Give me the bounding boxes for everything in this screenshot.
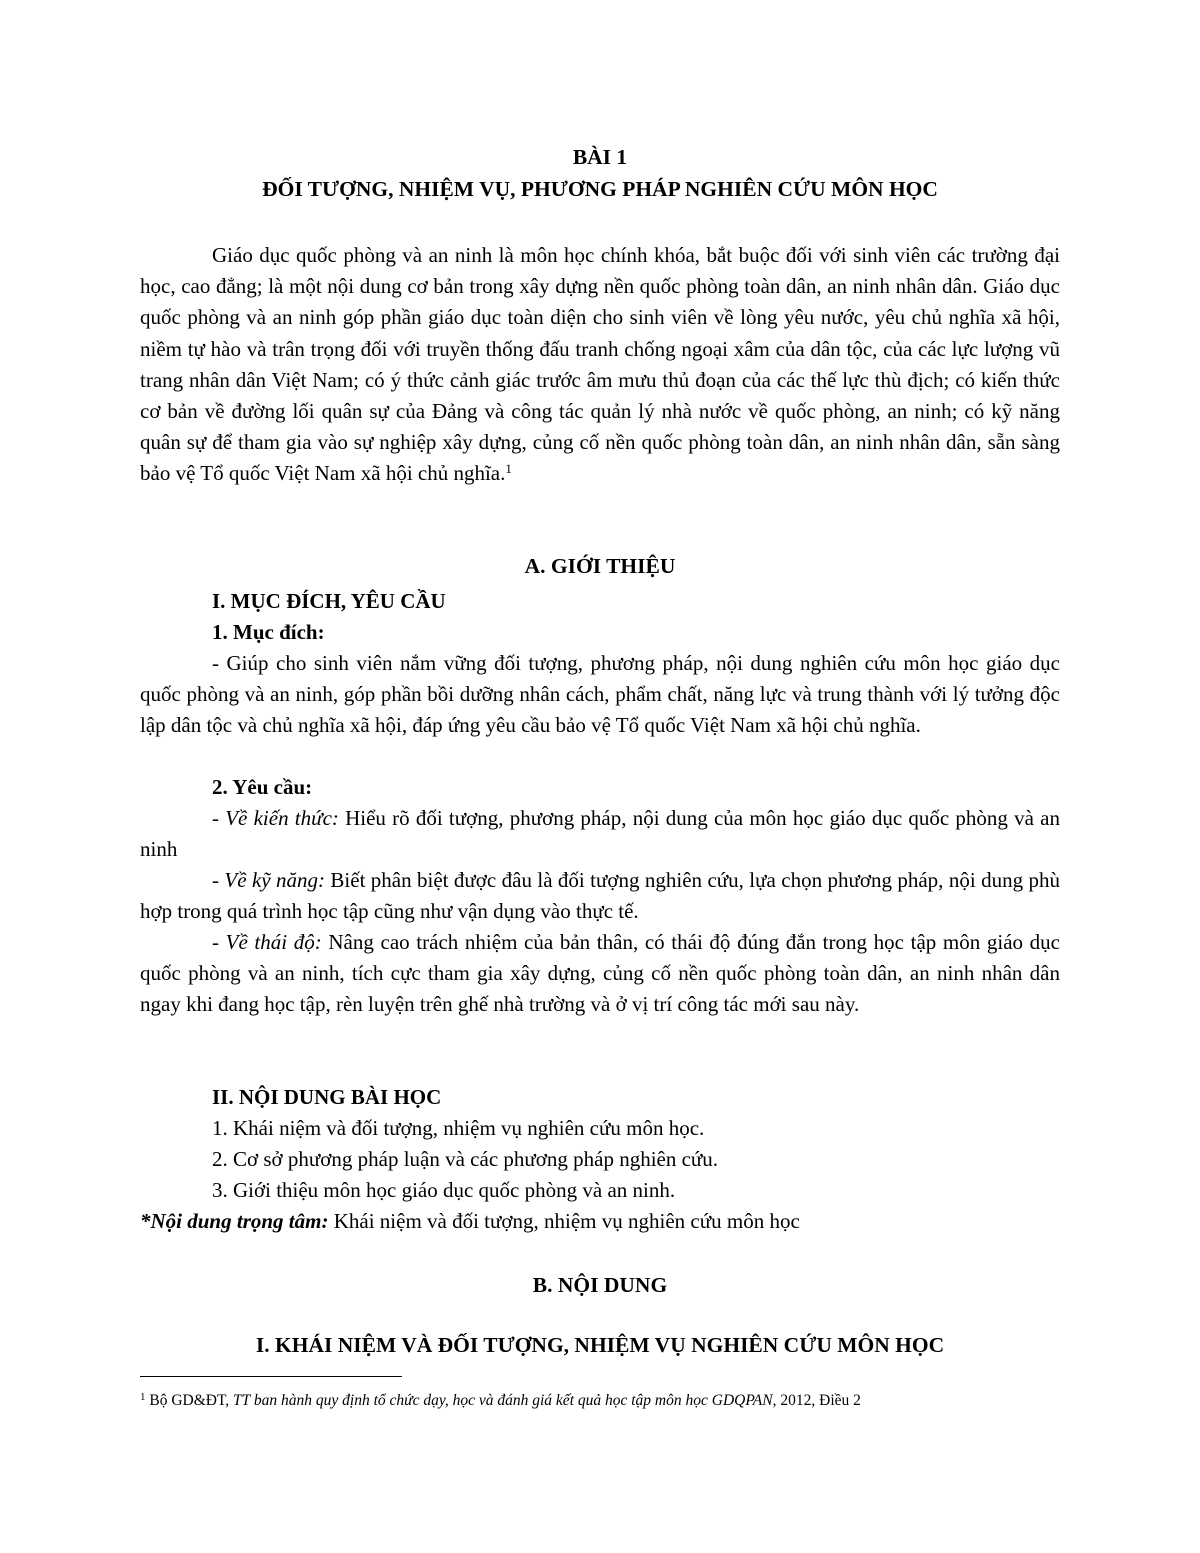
requirement-label: Về thái độ: [225,930,322,954]
footnote-suffix: , 2012, Điều 2 [772,1392,861,1409]
footnote-ref: 1 [505,461,512,477]
intro-paragraph [140,240,1060,490]
requirement-text: Biết phân biệt được đâu là đối tượng nghiên cứu, lựa chọn phương pháp, nội dung phù hợp trong quá trình học tập cũng như vận dụng vào thực tế. [140,868,1060,924]
section-b-heading: B. NỘI DUNG [532,1273,668,1297]
requirement-dash: - [212,806,226,830]
requirement-dash: - [212,868,225,892]
requirement-label: Về kiến thức: [225,806,339,830]
intro-text: Giáo dục quốc phòng và an ninh là môn học chính khóa, bắt buộc đối với sinh viên các trường đại học, cao đẳng; là một nội dung cơ bản trong xây dựng nền quốc phòng toàn dân, an ninh nhân dân. Giáo dục quốc phòng và an ninh góp phần giáo dục toàn diện cho sinh viên về lòng yêu nước, yêu chủ nghĩa xã hội, niềm tự hào và trân trọng đối với truyền thống đấu tranh chống ngoại xâm của dân tộc, của các lực lượng vũ trang nhân dân Việt Nam; có ý thức cảnh giác trước âm mưu thủ đoạn của các thế lực thù địch; có kiến thức cơ bản về đường lối quân sự của Đảng và công tác quản lý nhà nước về quốc phòng, an ninh; có kỹ năng quân sự để tham gia vào sự nghiệp xây dựng, củng cố nền quốc phòng toàn dân, an ninh nhân dân, sẵn sàng bảo vệ Tổ quốc Việt Nam xã hội chủ nghĩa. [140,243,1060,486]
footnote-separator [140,1376,402,1377]
lesson-title: ĐỐI TƯỢNG, NHIỆM VỤ, PHƯƠNG PHÁP NGHIÊN CỨU MÔN HỌC [262,177,938,201]
requirement-knowledge [140,803,1060,865]
content-item: 2. Cơ sở phương pháp luận và các phương pháp nghiên cứu. [212,1147,719,1171]
lesson-number: BÀI 1 [572,145,628,169]
lesson-content-heading: II. NỘI DUNG BÀI HỌC [212,1085,442,1109]
key-content-line [140,1206,1060,1237]
purpose-requirements-heading: I. MỤC ĐÍCH, YÊU CẦU [212,589,446,613]
section-b-sub-heading: I. KHÁI NIỆM VÀ ĐỐI TƯỢNG, NHIỆM VỤ NGHIÊN CỨU MÔN HỌC [255,1333,945,1357]
purpose-text: - Giúp cho sinh viên nắm vững đối tượng, phương pháp, nội dung nghiên cứu môn học giáo dục quốc phòng và an ninh, góp phần bồi dưỡng nhân cách, phẩm chất, năng lực và trung thành với lý tưởng độc lập dân tộc và chủ nghĩa xã hội, đáp ứng yêu cầu bảo vệ Tổ quốc Việt Nam xã hội chủ nghĩa. [140,651,1060,738]
content-item: 3. Giới thiệu môn học giáo dục quốc phòng và an ninh. [212,1178,676,1202]
requirement-attitude [140,927,1060,1021]
key-content-text: Khái niệm và đối tượng, nhiệm vụ nghiên cứu môn học [328,1209,800,1233]
requirement-skills [140,865,1060,927]
requirements-heading: 2. Yêu cầu: [212,775,313,799]
footnote-prefix: Bộ GD&ĐT, [145,1392,234,1409]
requirement-text: Hiểu rõ đối tượng, phương pháp, nội dung của môn học giáo dục quốc phòng và an ninh [140,806,1060,862]
requirement-text: Nâng cao trách nhiệm của bản thân, có thái độ đúng đắn trong học tập môn giáo dục quốc phòng và an ninh, tích cực tham gia xây dựng, củng cố nền quốc phòng toàn dân, an ninh nhân dân ngay khi đang học tập, rèn luyện trên ghế nhà trường và ở vị trí công tác mới sau này. [140,930,1061,1017]
requirement-label: Về kỹ năng: [224,868,325,892]
footnote [140,1390,1060,1412]
footnote-number: 1 [140,1391,146,1403]
purpose-heading: 1. Mục đích: [212,620,325,644]
section-a-heading: A. GIỚI THIỆU [524,554,676,578]
content-item: 1. Khái niệm và đối tượng, nhiệm vụ nghiên cứu môn học. [212,1116,705,1140]
requirement-dash: - [212,930,226,954]
footnote-title: TT ban hành quy định tổ chức dạy, học và đánh giá kết quả học tập môn học GDQPAN [233,1392,773,1409]
key-content-label: *Nội dung trọng tâm: [140,1209,329,1233]
